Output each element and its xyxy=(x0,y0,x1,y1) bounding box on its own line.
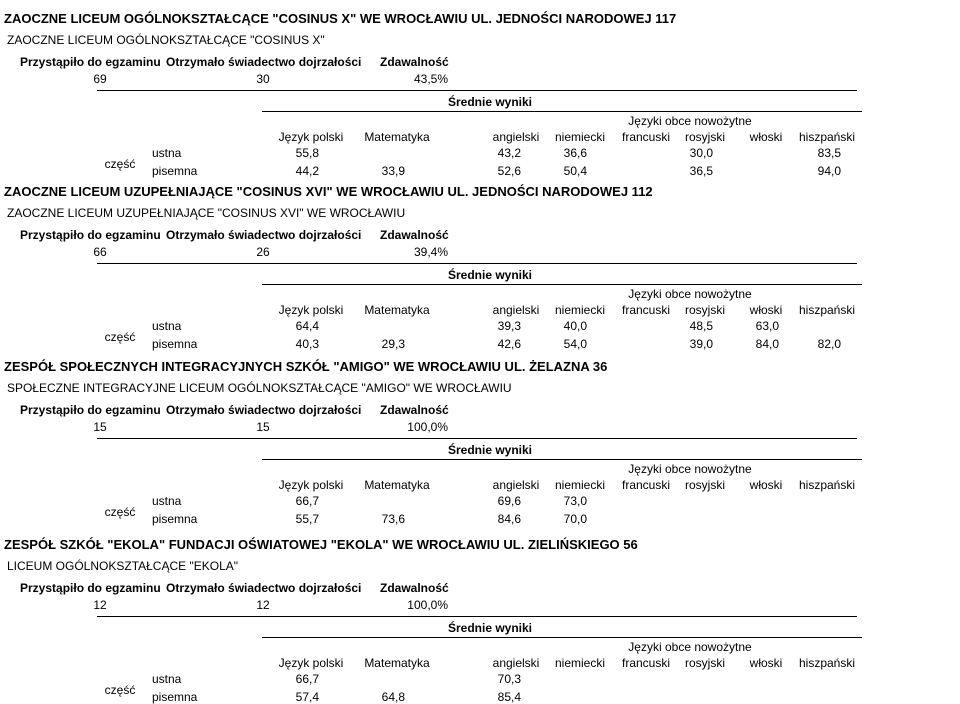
subject-header: angielski xyxy=(492,303,540,317)
subject-header: angielski xyxy=(492,478,540,492)
header-otrzymalo: Otrzymało świadectwo dojrzałości xyxy=(166,228,362,242)
header-jezyki-obce: Języki obce nowożytne xyxy=(628,114,752,128)
score-pisemna: 50,4 xyxy=(563,164,587,178)
header-jezyki-obce: Języki obce nowożytne xyxy=(628,640,752,654)
subject-header: angielski xyxy=(492,130,540,144)
school-name: LICEUM OGÓLNOKSZTAŁCĄCE "EKOLA" xyxy=(7,559,239,573)
score-ustna: 73,0 xyxy=(563,494,587,508)
value-otrzymalo: 30 xyxy=(256,72,270,86)
school-title: ZESPÓŁ SPOŁECZNYCH INTEGRACYJNYCH SZKÓŁ "AMIGO" WE WROCŁAWIU UL. ŻELAZNA 36 xyxy=(4,359,608,374)
header-otrzymalo: Otrzymało świadectwo dojrzałości xyxy=(166,55,362,69)
score-ustna: 39,3 xyxy=(497,319,521,333)
subject-header: rosyjski xyxy=(684,303,725,317)
label-czesc: część xyxy=(104,683,136,697)
score-pisemna: 52,6 xyxy=(497,164,521,178)
label-pisemna: pisemna xyxy=(152,337,198,351)
label-czesc: część xyxy=(104,505,136,519)
subject-header: hiszpański xyxy=(798,656,856,670)
header-jezyki-obce: Języki obce nowożytne xyxy=(628,462,752,476)
subject-header: rosyjski xyxy=(684,478,725,492)
value-przystapilo: 69 xyxy=(93,72,107,86)
separator-line xyxy=(97,438,857,439)
value-przystapilo: 12 xyxy=(93,598,107,612)
label-ustna: ustna xyxy=(152,146,182,160)
header-przystapilo: Przystąpiło do egzaminu xyxy=(20,403,161,417)
score-pisemna: 57,4 xyxy=(295,690,319,704)
header-srednie-wyniki: Średnie wyniki xyxy=(447,268,533,282)
school-title: ZAOCZNE LICEUM OGÓLNOKSZTAŁCĄCE "COSINUS X" WE WROCŁAWIU UL. JEDNOŚCI NARODOWEJ 117 xyxy=(4,11,677,26)
subject-header: niemiecki xyxy=(554,130,605,144)
score-pisemna: 70,0 xyxy=(563,512,587,526)
header-srednie-wyniki: Średnie wyniki xyxy=(447,95,533,109)
subject-header: włoski xyxy=(749,130,783,144)
header-zdawalnosc: Zdawalność xyxy=(380,228,449,242)
score-pisemna: 36,5 xyxy=(689,164,713,178)
school-name: SPOŁECZNE INTEGRACYJNE LICEUM OGÓLNOKSZTAŁCĄCE "AMIGO" WE WROCŁAWIU xyxy=(7,381,512,395)
header-srednie-wyniki: Średnie wyniki xyxy=(447,621,533,635)
header-jezyki-obce: Języki obce nowożytne xyxy=(628,287,752,301)
label-ustna: ustna xyxy=(152,672,182,686)
score-pisemna: 42,6 xyxy=(497,337,521,351)
value-otrzymalo: 15 xyxy=(256,420,270,434)
value-otrzymalo: 26 xyxy=(256,245,270,259)
score-ustna: 64,4 xyxy=(295,319,319,333)
value-przystapilo: 66 xyxy=(93,245,107,259)
value-zdawalnosc: 43,5% xyxy=(413,72,448,86)
header-przystapilo: Przystąpiło do egzaminu xyxy=(20,581,161,595)
header-przystapilo: Przystąpiło do egzaminu xyxy=(20,228,161,242)
school-name: ZAOCZNE LICEUM UZUPEŁNIAJĄCE "COSINUS XVI" WE WROCŁAWIU xyxy=(7,206,406,220)
subject-header: francuski xyxy=(621,478,671,492)
subject-header: francuski xyxy=(621,130,671,144)
score-pisemna: 33,9 xyxy=(381,164,405,178)
subject-header: włoski xyxy=(749,303,783,317)
score-ustna: 40,0 xyxy=(563,319,587,333)
subject-header: Język polski xyxy=(278,478,344,492)
separator-line xyxy=(262,284,862,285)
score-ustna: 70,3 xyxy=(497,672,521,686)
subject-header: angielski xyxy=(492,656,540,670)
score-ustna: 66,7 xyxy=(295,672,319,686)
score-pisemna: 55,7 xyxy=(295,512,319,526)
subject-header: Matematyka xyxy=(364,656,430,670)
value-przystapilo: 15 xyxy=(93,420,107,434)
school-name: ZAOCZNE LICEUM OGÓLNOKSZTAŁCĄCE "COSINUS X" xyxy=(7,33,325,47)
subject-header: rosyjski xyxy=(684,130,725,144)
school-title: ZAOCZNE LICEUM UZUPEŁNIAJĄCE "COSINUS XVI" WE WROCŁAWIU UL. JEDNOŚCI NARODOWEJ 112 xyxy=(4,184,653,199)
label-ustna: ustna xyxy=(152,494,182,508)
score-pisemna: 82,0 xyxy=(817,337,841,351)
score-ustna: 69,6 xyxy=(497,494,521,508)
score-ustna: 30,0 xyxy=(689,146,713,160)
score-pisemna: 84,6 xyxy=(497,512,521,526)
score-pisemna: 44,2 xyxy=(295,164,319,178)
header-otrzymalo: Otrzymało świadectwo dojrzałości xyxy=(166,403,362,417)
score-pisemna: 84,0 xyxy=(755,337,779,351)
value-zdawalnosc: 39,4% xyxy=(413,245,448,259)
subject-header: Matematyka xyxy=(364,478,430,492)
school-title: ZESPÓŁ SZKÓŁ "EKOLA" FUNDACJI OŚWIATOWEJ "EKOLA" WE WROCŁAWIU UL. ZIELIŃSKIEGO 56 xyxy=(4,537,638,552)
subject-header: niemiecki xyxy=(554,478,605,492)
label-pisemna: pisemna xyxy=(152,164,198,178)
score-pisemna: 29,3 xyxy=(381,337,405,351)
subject-header: Język polski xyxy=(278,303,344,317)
subject-header: hiszpański xyxy=(798,130,856,144)
score-ustna: 83,5 xyxy=(817,146,841,160)
label-pisemna: pisemna xyxy=(152,690,198,704)
subject-header: włoski xyxy=(749,478,783,492)
label-czesc: część xyxy=(104,330,136,344)
header-zdawalnosc: Zdawalność xyxy=(380,55,449,69)
separator-line xyxy=(97,616,857,617)
separator-line xyxy=(97,263,857,264)
score-ustna: 43,2 xyxy=(497,146,521,160)
subject-header: Matematyka xyxy=(364,303,430,317)
subject-header: francuski xyxy=(621,303,671,317)
subject-header: włoski xyxy=(749,656,783,670)
score-pisemna: 54,0 xyxy=(563,337,587,351)
score-ustna: 48,5 xyxy=(689,319,713,333)
score-ustna: 55,8 xyxy=(295,146,319,160)
subject-header: Matematyka xyxy=(364,130,430,144)
score-pisemna: 85,4 xyxy=(497,690,521,704)
score-ustna: 36,6 xyxy=(563,146,587,160)
subject-header: francuski xyxy=(621,656,671,670)
score-ustna: 63,0 xyxy=(755,319,779,333)
value-zdawalnosc: 100,0% xyxy=(407,420,448,434)
subject-header: Język polski xyxy=(278,656,344,670)
value-zdawalnosc: 100,0% xyxy=(407,598,448,612)
separator-line xyxy=(262,111,862,112)
separator-line xyxy=(262,637,862,638)
subject-header: hiszpański xyxy=(798,478,856,492)
header-zdawalnosc: Zdawalność xyxy=(380,581,449,595)
subject-header: niemiecki xyxy=(554,656,605,670)
subject-header: Język polski xyxy=(278,130,344,144)
score-pisemna: 64,8 xyxy=(381,690,405,704)
subject-header: rosyjski xyxy=(684,656,725,670)
label-ustna: ustna xyxy=(152,319,182,333)
value-otrzymalo: 12 xyxy=(256,598,270,612)
score-pisemna: 39,0 xyxy=(689,337,713,351)
label-czesc: część xyxy=(104,157,136,171)
subject-header: niemiecki xyxy=(554,303,605,317)
label-pisemna: pisemna xyxy=(152,512,198,526)
score-pisemna: 94,0 xyxy=(817,164,841,178)
header-przystapilo: Przystąpiło do egzaminu xyxy=(20,55,161,69)
header-zdawalnosc: Zdawalność xyxy=(380,403,449,417)
subject-header: hiszpański xyxy=(798,303,856,317)
header-otrzymalo: Otrzymało świadectwo dojrzałości xyxy=(166,581,362,595)
score-ustna: 66,7 xyxy=(295,494,319,508)
score-pisemna: 73,6 xyxy=(381,512,405,526)
score-pisemna: 40,3 xyxy=(295,337,319,351)
separator-line xyxy=(262,459,862,460)
separator-line xyxy=(97,90,857,91)
header-srednie-wyniki: Średnie wyniki xyxy=(447,443,533,457)
